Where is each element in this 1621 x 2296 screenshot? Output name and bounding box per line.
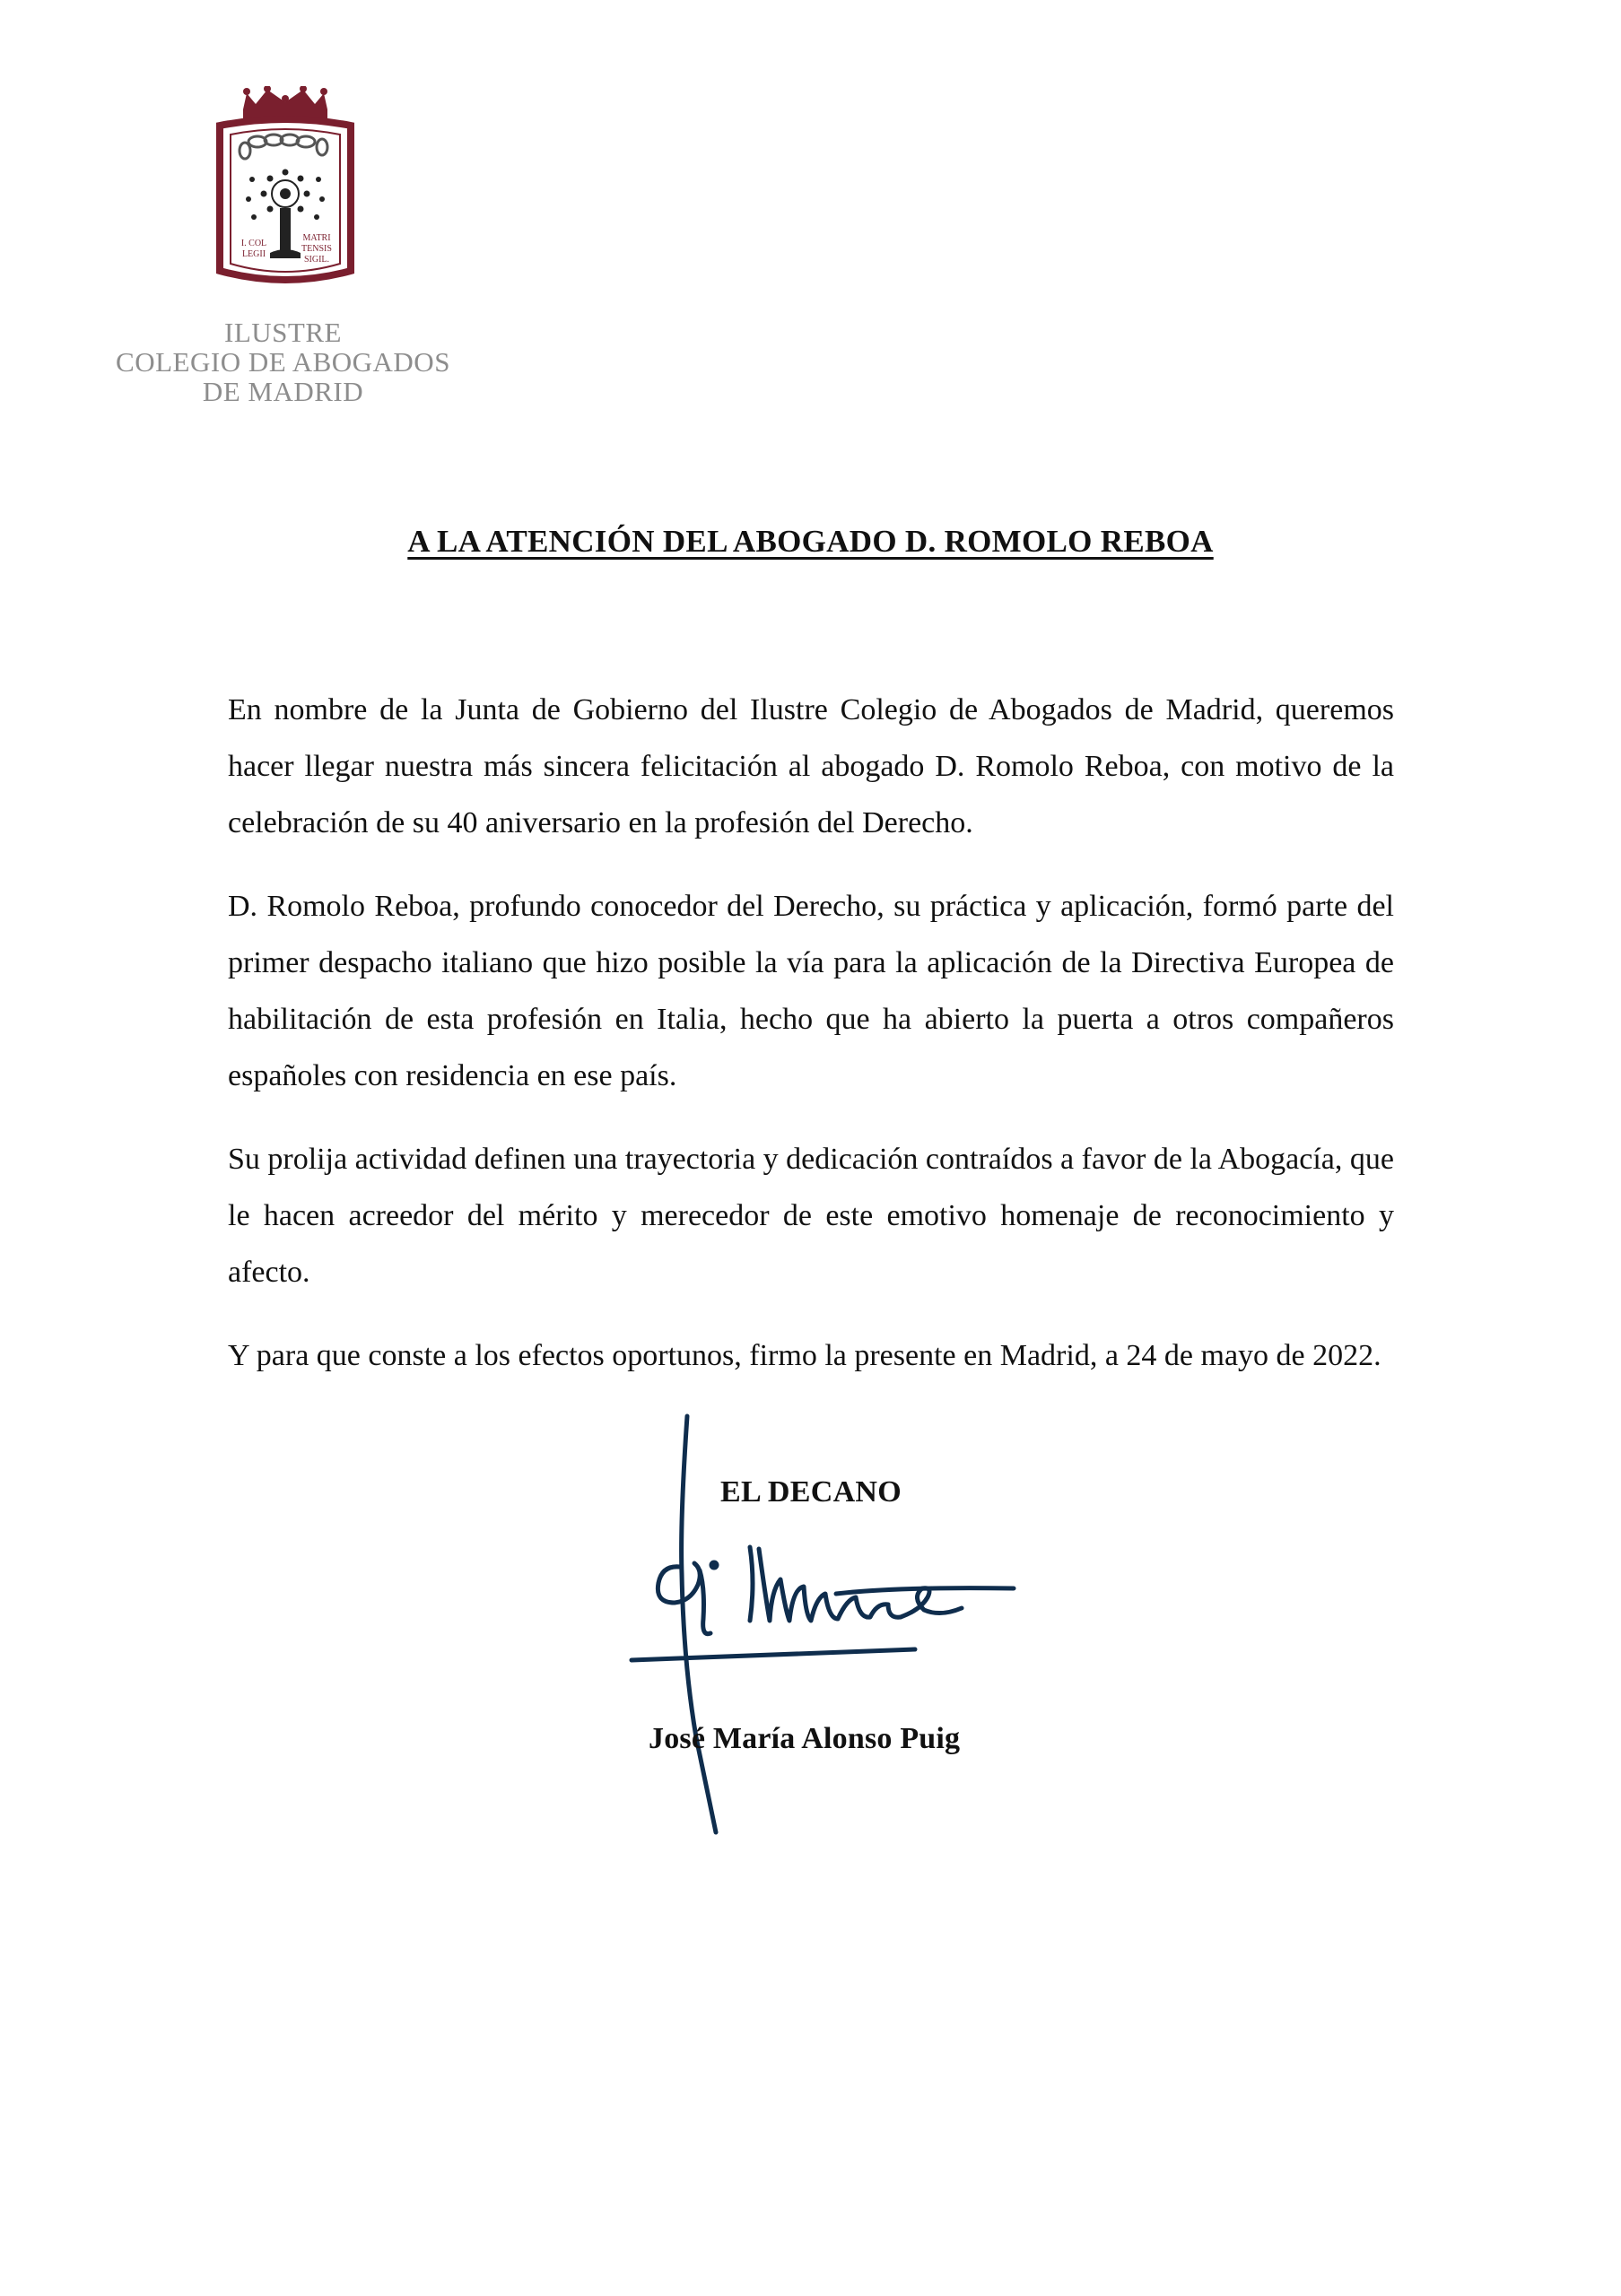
paragraph: Y para que conste a los efectos oportunos, firmo la presente en Madrid, a 24 de mayo de 2022. <box>228 1339 1381 1372</box>
paragraph: D. Romolo Reboa, profundo conocedor del Derecho, su práctica y aplicación, formó parte del primer despacho italiano que hizo posible la vía para la aplicación de la Directiva Europea de habilitación de esta profesión en Italia, hecho que ha abierto la puerta a otros compañeros españoles con residencia en ese país. <box>228 890 1394 1092</box>
crest-icon <box>200 86 370 310</box>
seal-text: I. COL <box>240 239 267 248</box>
signatory-name: José María Alonso Puig <box>649 1722 961 1755</box>
signatory-title: EL DECANO <box>720 1475 902 1509</box>
seal-text: SIGIL. <box>303 255 330 265</box>
institution-name-line: DE MADRID <box>202 376 364 407</box>
seal-text: TENSIS <box>301 244 332 254</box>
signature-icon <box>628 1413 1184 1861</box>
institution-name-line: ILUSTRE <box>224 317 342 348</box>
letter-body <box>228 682 1394 1411</box>
institution-logo <box>115 86 451 409</box>
paragraph: Su prolija actividad definen una trayectoria y dedicación contraídos a favor de la Abogacía, que le hacen acreedor del mérito y merecedor de este emotivo homenaje de reconocimiento y afecto. <box>228 1143 1394 1289</box>
institution-name-line: COLEGIO DE ABOGADOS <box>116 346 450 378</box>
paragraph: En nombre de la Junta de Gobierno del Ilustre Colegio de Abogados de Madrid, queremos hacer llegar nuestra más sincera felicitación al abogado D. Romolo Reboa, con motivo de la celebración de su 40 aniversario en la profesión del Derecho. <box>228 693 1394 839</box>
seal-text: LEGII <box>241 249 266 259</box>
seal-text: MATRI <box>302 233 331 243</box>
letter-heading: A LA ATENCIÓN DEL ABOGADO D. ROMOLO REBOA <box>407 524 1214 559</box>
institution-name <box>115 317 451 406</box>
